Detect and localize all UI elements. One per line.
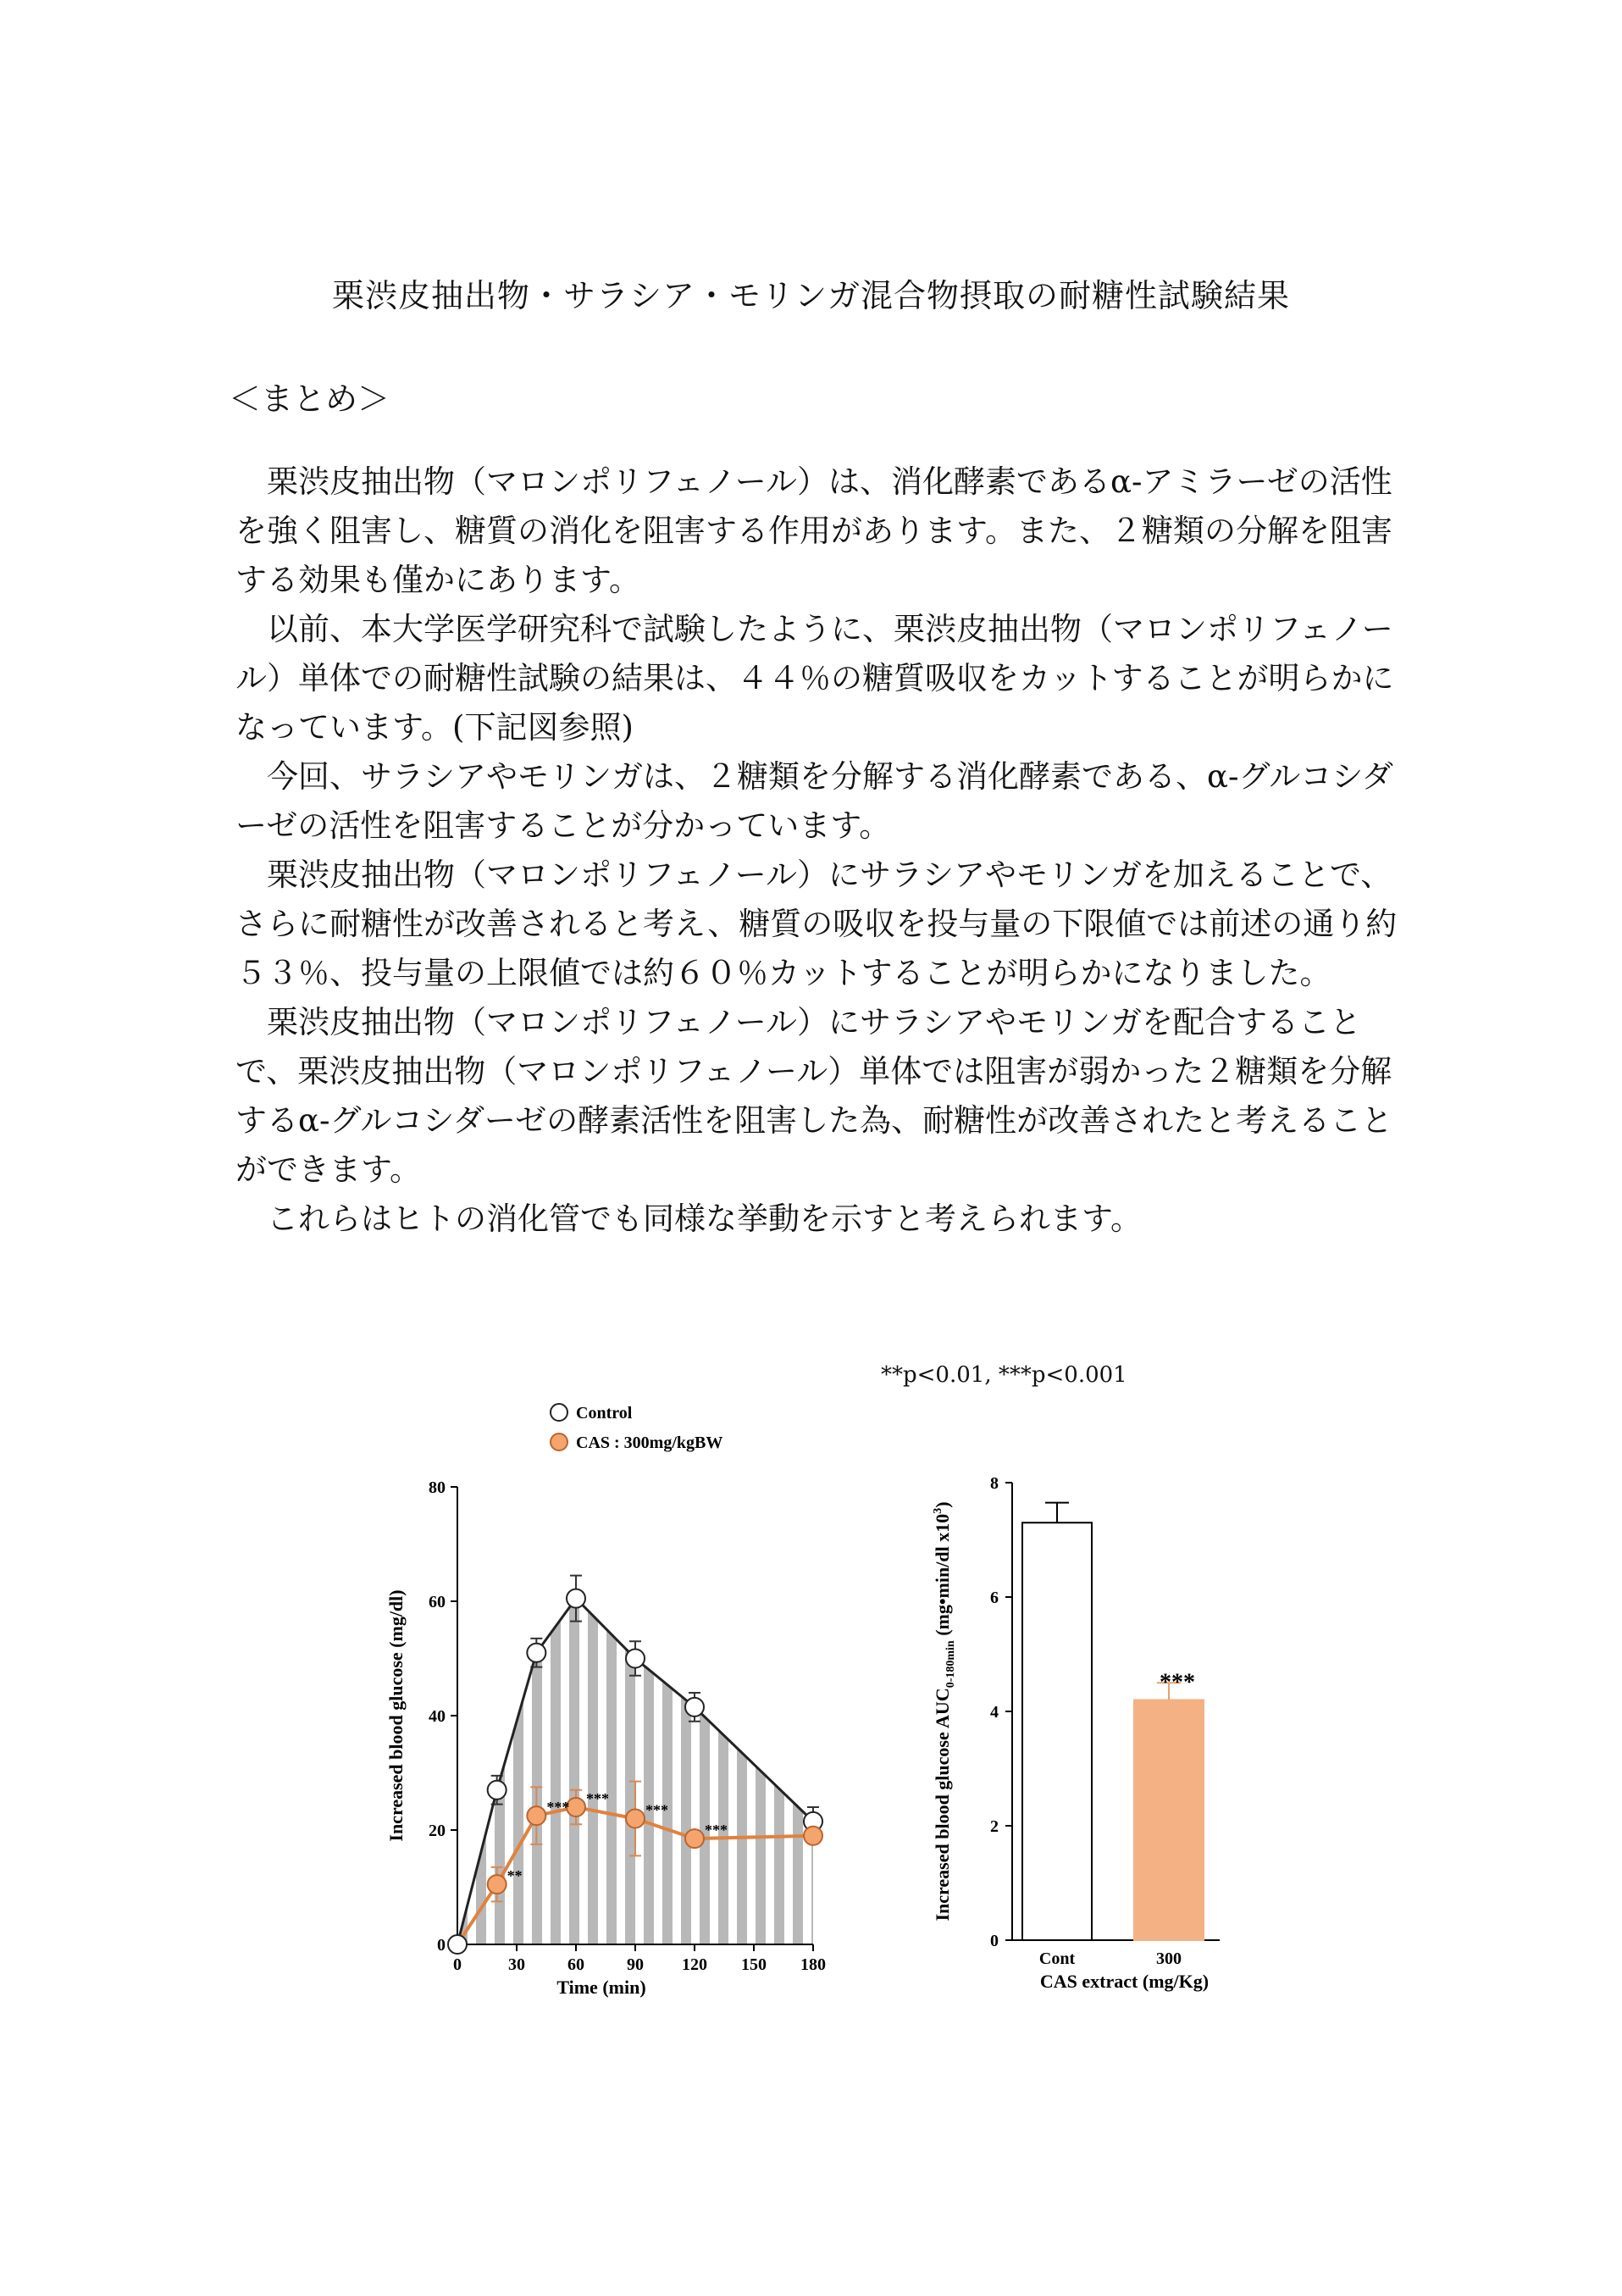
- significance-marker: ***: [586, 1790, 609, 1807]
- y-axis-label: Increased blood glucose (mg/dl): [385, 1589, 407, 1842]
- x-tick-label: 30: [508, 1955, 525, 1974]
- y-tick-label: 6: [990, 1589, 999, 1607]
- significance-marker: **: [507, 1867, 523, 1885]
- summary-body: [235, 458, 1413, 1244]
- paragraph-4: 栗渋皮抽出物（マロンポリフェノール）にサラシアやモリンガを加えることで、さらに耐糖性が改善されると考え、糖質の吸収を投与量の下限値では前述の通り約５３％、投与量の上限値では約６０％カットすることが明らかになりました。: [235, 857, 1398, 991]
- control-point: [448, 1935, 467, 1954]
- x-tick-label: 180: [800, 1955, 826, 1974]
- y-tick-label: 20: [429, 1822, 446, 1840]
- y-tick-label: 4: [990, 1703, 999, 1722]
- x-tick-label: 0: [453, 1955, 462, 1974]
- glucose-time-course-chart: [364, 1389, 872, 2016]
- y-tick-label: 8: [990, 1474, 999, 1493]
- cas-point: [804, 1827, 822, 1845]
- category-label: Cont: [1038, 1949, 1076, 1968]
- paragraph-2: 以前、本大学医学研究科で試験したように、栗渋皮抽出物（マロンポリフェノール）単体での耐糖性試験の結果は、４４％の糖質吸収をカットすることが明らかになっています。(下記図参照): [235, 611, 1394, 746]
- paragraph-1: 栗渋皮抽出物（マロンポリフェノール）は、消化酵素であるα-アミラーゼの活性を強く阻害し、糖質の消化を阻害する作用があります。また、２糖類の分解を阻害する効果も僅かにあります。: [235, 463, 1393, 598]
- control-point: [626, 1650, 645, 1668]
- legend-control-label: Control: [576, 1404, 633, 1423]
- control-point: [527, 1644, 545, 1662]
- significance-marker: ***: [1160, 1669, 1195, 1696]
- glucose-auc-bar-chart: [915, 1432, 1270, 2025]
- cas-point: [527, 1806, 545, 1825]
- x-axis-label: CAS extract (mg/Kg): [1039, 1971, 1210, 1992]
- paragraph-3: 今回、サラシアやモリンガは、２糖類を分解する消化酵素である、α-グルコシダーゼの活性を阻害することが分かっています。: [235, 758, 1393, 844]
- x-tick-label: 90: [627, 1955, 644, 1974]
- legend-cas-label: CAS : 300mg/kgBW: [576, 1434, 723, 1452]
- y-tick-label: 0: [437, 1936, 446, 1955]
- y-axis-label: [932, 1501, 957, 1921]
- document-title: 栗渋皮抽出物・サラシア・モリンガ混合物摂取の耐糖性試験結果: [331, 277, 1290, 314]
- significance-marker: ***: [645, 1801, 668, 1819]
- y-tick-label: 80: [429, 1478, 446, 1497]
- y-label-units: (mg•min/dl x10: [932, 1513, 953, 1641]
- significance-marker: ***: [705, 1822, 728, 1839]
- y-label-main: Increased blood glucose AUC: [932, 1688, 953, 1922]
- control-point: [567, 1589, 585, 1608]
- significance-note: **p<0.01, ***p<0.001: [881, 1362, 1127, 1388]
- bar-Cont: [1022, 1522, 1092, 1940]
- x-tick-label: 150: [741, 1955, 767, 1974]
- y-label-superscript: 3: [932, 1507, 944, 1514]
- paragraph-6: これらはヒトの消化管でも同様な挙動を示すと考えられます。: [267, 1201, 1143, 1237]
- significance-marker: ***: [546, 1799, 570, 1816]
- control-point: [685, 1698, 704, 1716]
- x-tick-label: 60: [567, 1955, 584, 1974]
- cas-point: [685, 1829, 704, 1848]
- paragraph-5: 栗渋皮抽出物（マロンポリフェノール）にサラシアやモリンガを配合することで、栗渋皮抽出物（マロンポリフェノール）単体では阻害が弱かった２糖類を分解するα-グルコシダーゼの酵素活性を阻害した為、耐糖性が改善されたと考えることができます。: [235, 1004, 1393, 1188]
- y-label-subscript: 0-180min: [944, 1640, 957, 1689]
- y-tick-label: 60: [429, 1593, 446, 1611]
- y-tick-label: 40: [429, 1707, 446, 1726]
- legend-cas-marker: [551, 1434, 567, 1450]
- y-tick-label: 0: [990, 1932, 999, 1950]
- bar-300: [1134, 1700, 1204, 1941]
- y-label-close: ): [932, 1501, 953, 1508]
- legend-control-marker: [551, 1404, 567, 1421]
- category-label: 300: [1156, 1949, 1182, 1968]
- y-tick-label: 2: [990, 1817, 999, 1836]
- x-tick-label: 120: [682, 1955, 707, 1974]
- section-heading: ＜まとめ＞: [229, 380, 390, 418]
- control-point: [488, 1781, 507, 1800]
- cas-point: [626, 1810, 645, 1828]
- x-axis-label: Time (min): [556, 1977, 646, 1998]
- cas-point: [488, 1875, 507, 1894]
